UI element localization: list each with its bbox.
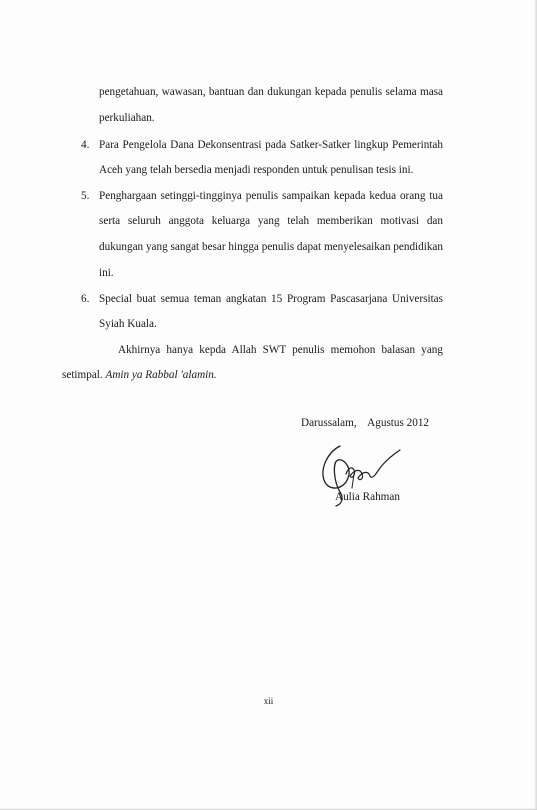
closing-italic-text: Amin ya Rabbal 'alamin.	[105, 369, 217, 381]
paragraph-line: pengetahuan, wawasan, bantuan dan dukungan kepada penulis selama masa	[99, 86, 443, 98]
list-item-line: Penghargaan setinggi-tingginya penulis sampaikan kepada kedua orang tua	[99, 190, 443, 202]
list-item-line: Syiah Kuala.	[99, 318, 157, 330]
signature-place-date: Darussalam, Agustus 2012	[301, 417, 430, 429]
closing-plain-text: setimpal.	[62, 369, 103, 381]
list-item-line: dukungan yang sangat besar hingga penulis dapat menyelesaikan pendidikan	[99, 241, 443, 253]
closing-line	[62, 368, 217, 382]
list-item-line: Special buat semua teman angkatan 15 Program Pascasarjana Universitas	[99, 293, 443, 305]
paragraph-line: perkuliahan.	[99, 112, 155, 124]
list-item-number: 6.	[81, 293, 90, 305]
list-item-number: 5.	[81, 190, 90, 202]
closing-line: Akhirnya hanya kepda Allah SWT penulis memohon balasan yang	[118, 344, 443, 356]
list-item-line: Aceh yang telah bersedia menjadi responden untuk penulisan tesis ini.	[99, 164, 414, 176]
signature-name: Aulia Rahman	[335, 491, 400, 503]
page-number: xii	[263, 696, 274, 706]
list-item-line: ini.	[99, 267, 114, 279]
list-item-number: 4.	[81, 139, 90, 151]
list-item-line: serta seluruh anggota keluarga yang telah memberikan motivasi dan	[99, 215, 443, 227]
list-item-line: Para Pengelola Dana Dekonsentrasi pada Satker-Satker lingkup Pemerintah	[99, 139, 443, 151]
